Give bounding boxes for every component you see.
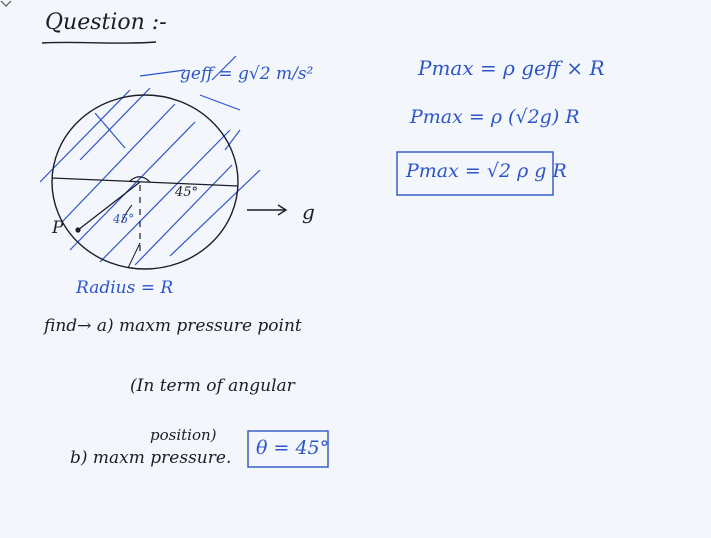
hatch-lines: [40, 56, 260, 265]
equation-line-2: Pmax = ρ (√2g) R: [410, 106, 580, 128]
page-title: Question :-: [45, 10, 167, 35]
angle-label-left: 45°: [113, 212, 135, 226]
equation-boxed: Pmax = √2 ρ g R: [406, 160, 567, 182]
question-a: find→ a) maxm pressure point: [44, 316, 302, 336]
geff-label: geff = g√2 m/s²: [180, 64, 314, 84]
point-p-marker: [75, 227, 80, 232]
radius-label: Radius = R: [76, 278, 174, 298]
question-a-cont2: position): [150, 426, 217, 444]
equation-line-1: Pmax = ρ geff × R: [418, 56, 605, 80]
question-b: b) maxm pressure.: [70, 448, 232, 468]
answer-a: θ = 45°: [256, 437, 330, 459]
angle-label-right: 45°: [175, 185, 199, 200]
g-label: g: [302, 200, 315, 224]
point-p-label: P: [52, 218, 64, 238]
question-a-cont1: (In term of angular: [130, 376, 295, 396]
